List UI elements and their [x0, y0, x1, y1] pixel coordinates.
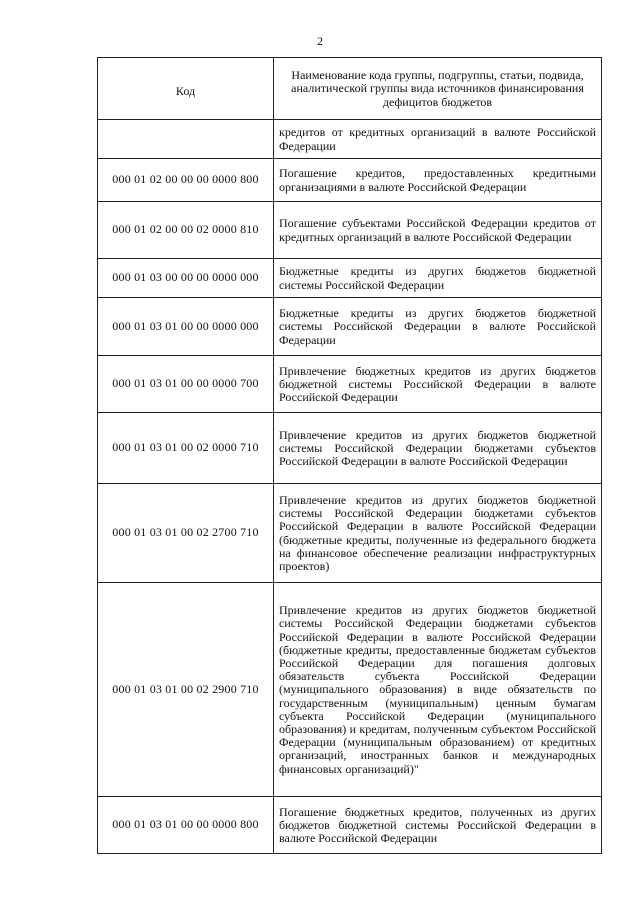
table-row [98, 484, 602, 583]
row-code: 000 01 03 00 00 00 0000 000 [98, 259, 274, 298]
table-row [98, 120, 602, 159]
header-code: Код [98, 58, 274, 120]
row-name: Бюджетные кредиты из других бюджетов бюджетной системы Российской Федерации [274, 259, 602, 298]
row-name: Погашение субъектами Российской Федерации кредитов от кредитных организаций в валюте Российской Федерации [274, 202, 602, 259]
table-row [98, 413, 602, 484]
row-name: Погашение кредитов, предоставленных кредитными организациями в валюте Российской Федерации [274, 159, 602, 202]
row-name: Привлечение бюджетных кредитов из других бюджетов бюджетной системы Российской Федерации в валюте Российской Федерации [274, 356, 602, 413]
row-name: Бюджетные кредиты из других бюджетов бюджетной системы Российской Федерации в валюте Российской Федерации [274, 298, 602, 356]
table-row [98, 259, 602, 298]
table-row [98, 159, 602, 202]
table-header-row [98, 58, 602, 120]
page-number: 2 [317, 34, 323, 48]
source-codes-table [97, 57, 602, 854]
row-name: Привлечение кредитов из других бюджетов бюджетной системы Российской Федерации бюджетами субъектов Российской Федерации в валюте Российской Федерации (бюджетные кредиты, предоставленные бюджетам субъектов Российской Федерации для погашения долговых обязательств субъекта Российской Федерации (муниципального образования) в виде обязательств по государственным (муниципальным) ценным бумагам субъекта Российской Федерации (муниципального образования) и кредитам, полученным субъектом Российской Федерации (муниципальным образованием) от кредитных организаций, иностранных банков и международных финансовых организаций)" [274, 583, 602, 797]
table-row [98, 356, 602, 413]
row-code: 000 01 02 00 00 02 0000 810 [98, 202, 274, 259]
row-code: 000 01 03 01 00 00 0000 800 [98, 797, 274, 854]
row-code: 000 01 03 01 00 02 0000 710 [98, 413, 274, 484]
row-name: кредитов от кредитных организаций в валюте Российской Федерации [274, 120, 602, 159]
row-code: 000 01 02 00 00 00 0000 800 [98, 159, 274, 202]
table-row [98, 583, 602, 797]
row-name: Привлечение кредитов из других бюджетов бюджетной системы Российской Федерации бюджетами субъектов Российской Федерации в валюте Российской Федерации [274, 413, 602, 484]
table-row [98, 797, 602, 854]
row-code: 000 01 03 01 00 02 2900 710 [98, 583, 274, 797]
row-code [98, 120, 274, 159]
row-code: 000 01 03 01 00 00 0000 000 [98, 298, 274, 356]
header-name: Наименование кода группы, подгруппы, статьи, подвида, аналитической группы вида источников финансирования дефицитов бюджетов [274, 58, 602, 120]
row-name: Привлечение кредитов из других бюджетов бюджетной системы Российской Федерации бюджетами субъектов Российской Федерации в валюте Российской Федерации (бюджетные кредиты, полученные из федерального бюджета на финансовое обеспечение реализации инфраструктурных проектов) [274, 484, 602, 583]
row-code: 000 01 03 01 00 02 2700 710 [98, 484, 274, 583]
row-code: 000 01 03 01 00 00 0000 700 [98, 356, 274, 413]
table-row [98, 202, 602, 259]
row-name: Погашение бюджетных кредитов, полученных из других бюджетов бюджетной системы Российской Федерации в валюте Российской Федерации [274, 797, 602, 854]
table-row [98, 298, 602, 356]
